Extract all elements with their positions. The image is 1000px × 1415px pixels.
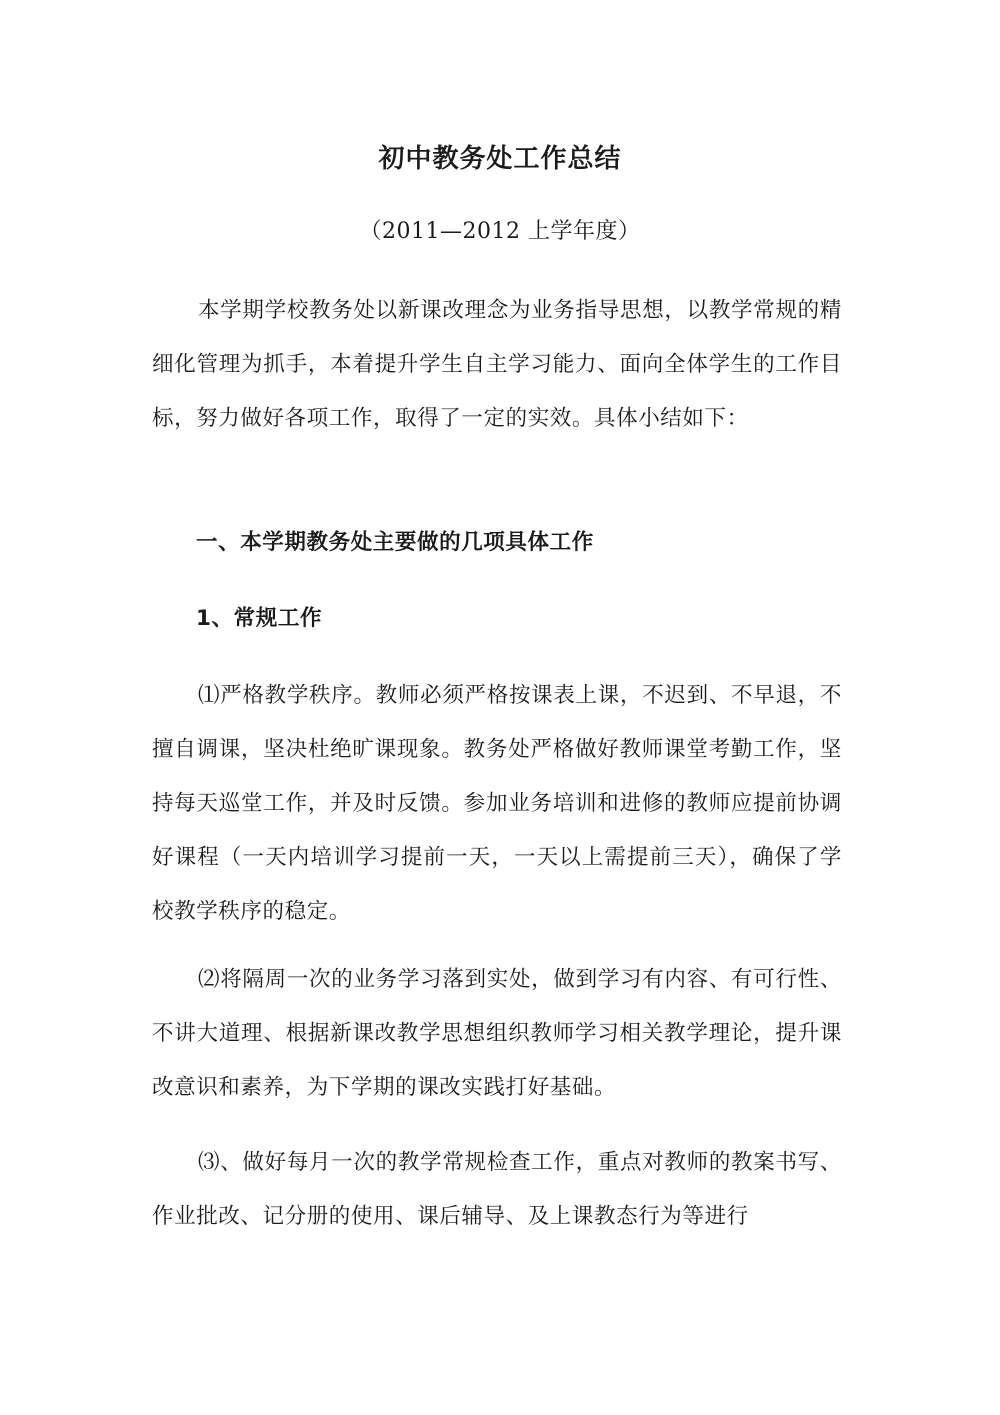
document-subtitle: （2011—2012 上学年度） (359, 219, 641, 244)
section-heading: 一、本学期教务处主要做的几项具体工作 (196, 530, 594, 555)
item-paragraph-2: ⑵将隔周一次的业务学习落到实处，做到学习有内容、有可行性、不讲大道理、根据新课改教学思想组织教师学习相关教学理论，提升课改意识和素养，为下学期的课改实践打好基础。 (152, 967, 842, 1100)
intro-paragraph: 本学期学校教务处以新课改理念为业务指导思想，以教学常规的精细化管理为抓手，本着提升学生自主学习能力、面向全体学生的工作目标，努力做好各项工作，取得了一定的实效。具体小结如下： (152, 298, 842, 431)
subsection-heading: 1、常规工作 (196, 606, 323, 631)
item-paragraph-3: ⑶、做好每月一次的教学常规检查工作，重点对教师的教案书写、作业批改、记分册的使用、课后辅导、及上课教态行为等进行 (152, 1150, 842, 1229)
document-title: 初中教务处工作总结 (378, 144, 622, 174)
item-paragraph-1: ⑴严格教学秩序。教师必须严格按课表上课，不迟到、不早退，不擅自调课，坚决杜绝旷课现象。教务处严格做好教师课堂考勤工作，坚持每天巡堂工作，并及时反馈。参加业务培训和进修的教师应提前协调好课程（一天内培训学习提前一天，一天以上需提前三天），确保了学校教学秩序的稳定。 (152, 683, 842, 924)
